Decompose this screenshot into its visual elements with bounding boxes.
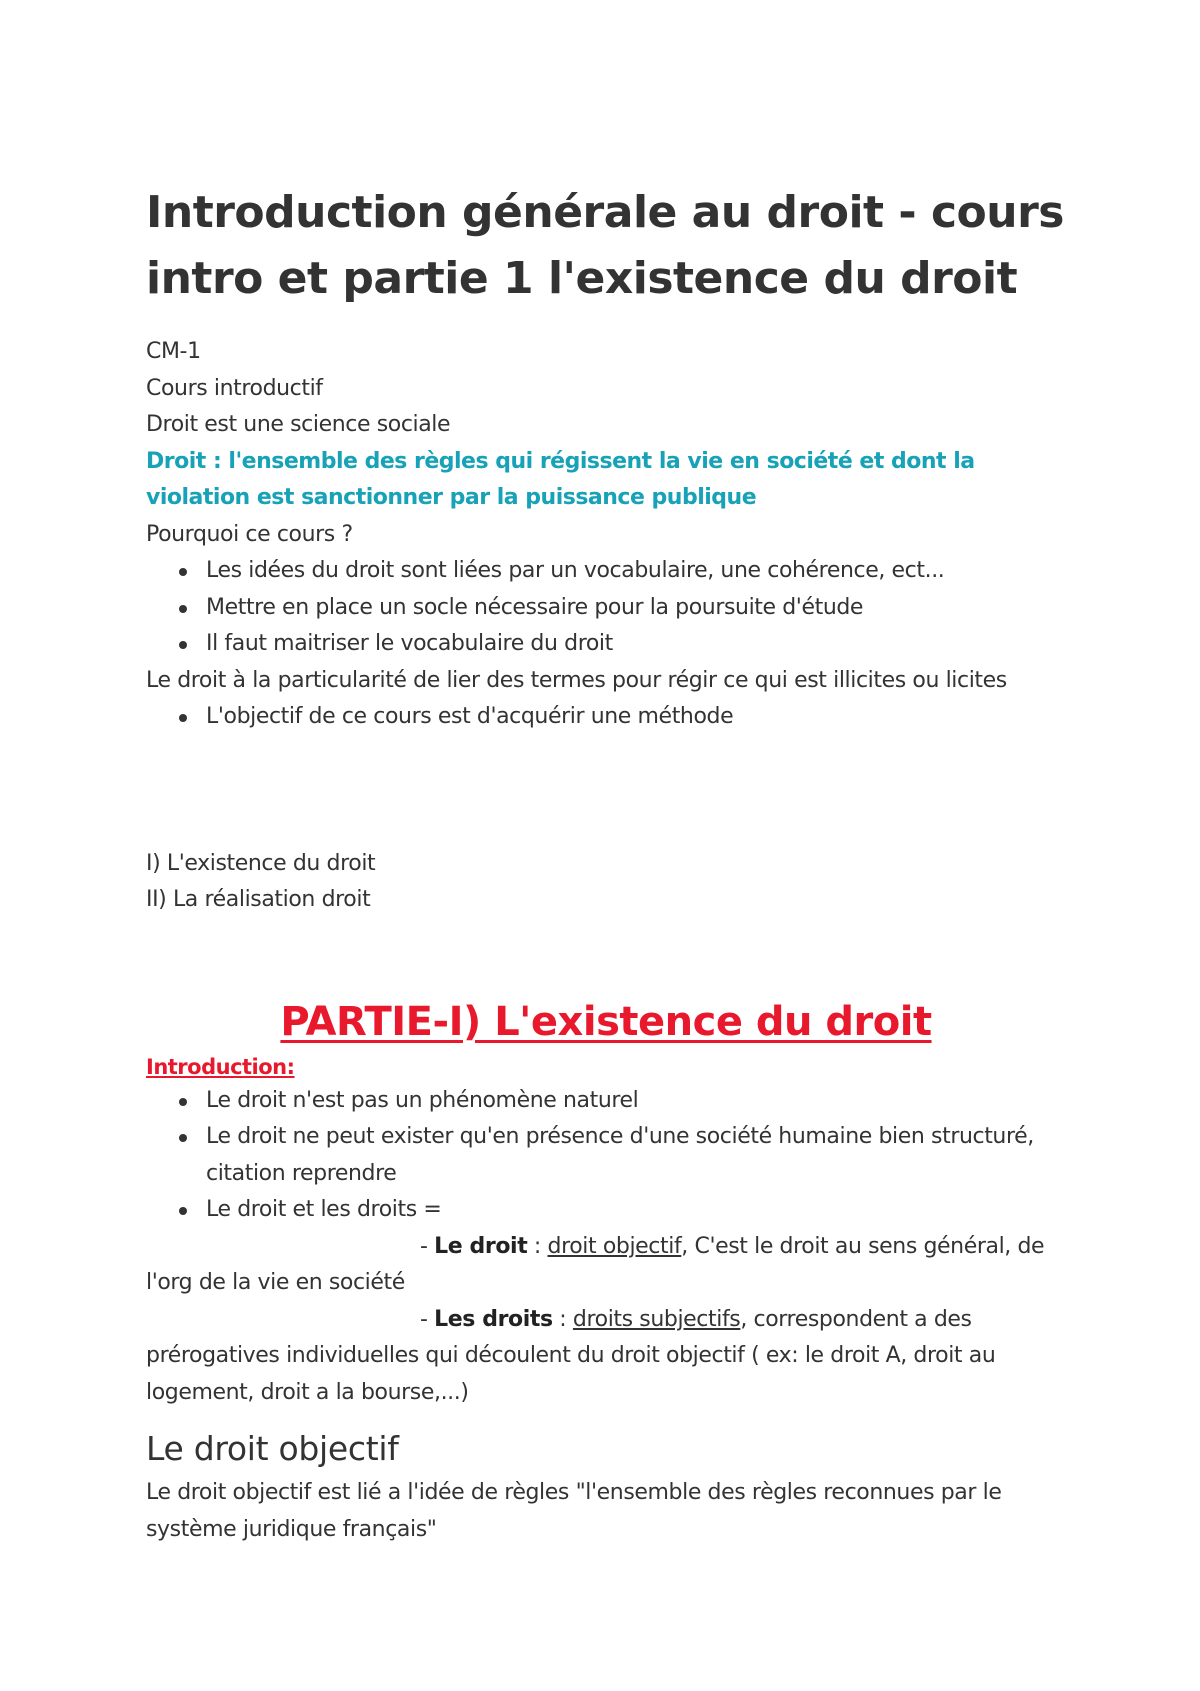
droit-definition: Droit : l'ensemble des règles qui régissent la vie en société et dont la violation est sanctionner par la puissance publique bbox=[146, 448, 975, 510]
bullet-icon bbox=[179, 568, 187, 576]
droits-subjectifs-term: droits subjectifs bbox=[572, 1306, 741, 1332]
spacer bbox=[146, 919, 1066, 993]
section-heading: Le droit objectif bbox=[146, 1429, 399, 1468]
list-item: Le droit et les droits = bbox=[146, 1192, 1066, 1229]
introduction-list bbox=[146, 1083, 1066, 1229]
list-item: Le droit n'est pas un phénomène naturel bbox=[146, 1083, 1066, 1120]
droits-subjectifs-continuation-2: logement, droit a la bourse,...) bbox=[146, 1379, 469, 1405]
droit-objectif-continuation: l'org de la vie en société bbox=[146, 1270, 405, 1295]
list-item: Il faut maitriser le vocabulaire du droit bbox=[146, 626, 1066, 663]
bullet-icon bbox=[179, 714, 187, 722]
section-text: Le droit objectif est lié a l'idée de règles "l'ensemble des règles reconnues par le système juridique français" bbox=[146, 1480, 1002, 1542]
droits-term: Les droits bbox=[434, 1306, 553, 1332]
partie-heading: PARTIE-I) L'existence du droit bbox=[280, 998, 932, 1045]
bullet-icon bbox=[179, 1207, 187, 1215]
plan-part-1: I) L'existence du droit bbox=[146, 850, 376, 876]
droit-objectif-term: droit objectif bbox=[547, 1233, 682, 1259]
bullet-icon bbox=[179, 605, 187, 613]
droits-subjectifs-continuation-1: prérogatives individuelles qui découlent du droit objectif ( ex: le droit A, droit au bbox=[146, 1343, 996, 1368]
plan-part-2: II) La réalisation droit bbox=[146, 887, 371, 912]
bullet-icon bbox=[179, 641, 187, 649]
introduction-label: Introduction: bbox=[146, 1054, 295, 1079]
droit-term: Le droit bbox=[434, 1233, 528, 1259]
pourquoi-question: Pourquoi ce cours ? bbox=[146, 521, 353, 547]
bullet-icon bbox=[179, 1098, 187, 1106]
reasons-list bbox=[146, 553, 1066, 663]
droit-objectif-line: - Le droit : droit objectif, C'est le droit au sens général, de bbox=[420, 1233, 1045, 1259]
spacer bbox=[146, 736, 1066, 846]
particularite-statement: Le droit à la particularité de lier des termes pour régir ce qui est illicites ou licites bbox=[146, 667, 1007, 693]
document-title: Introduction générale au droit - cours intro et partie 1 l'existence du droit bbox=[146, 187, 1064, 304]
cours-label: Cours introductif bbox=[146, 375, 323, 401]
document-page bbox=[146, 180, 1066, 1548]
cm-label: CM-1 bbox=[146, 339, 201, 364]
list-item: L'objectif de ce cours est d'acquérir une méthode bbox=[146, 699, 1066, 736]
list-item: Le droit ne peut exister qu'en présence d'une société humaine bien structuré, citation reprendre bbox=[146, 1119, 1066, 1192]
list-item: Les idées du droit sont liées par un vocabulaire, une cohérence, ect... bbox=[146, 553, 1066, 590]
bullet-icon bbox=[179, 1134, 187, 1142]
objective-list bbox=[146, 699, 1066, 736]
droits-subjectifs-line: - Les droits : droits subjectifs, correspondent a des bbox=[420, 1306, 972, 1332]
science-statement: Droit est une science sociale bbox=[146, 412, 451, 437]
list-item: Mettre en place un socle nécessaire pour la poursuite d'étude bbox=[146, 590, 1066, 627]
